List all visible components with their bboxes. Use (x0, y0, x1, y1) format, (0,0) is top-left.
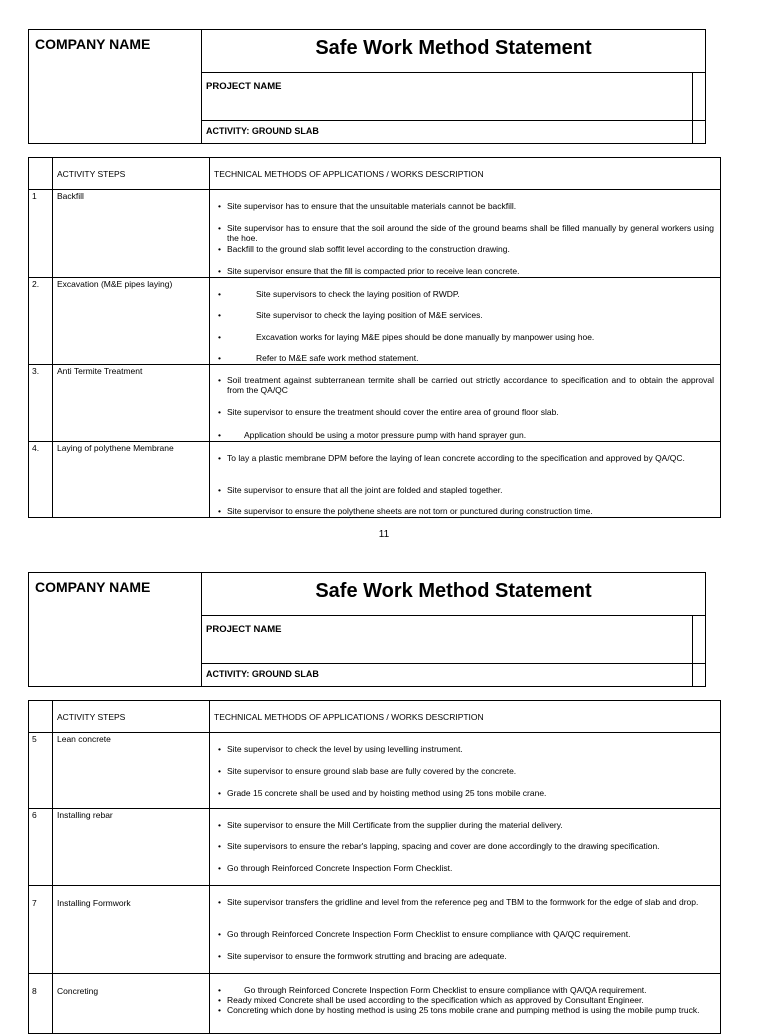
bullet-icon: • (218, 766, 221, 776)
bullet-icon: • (218, 353, 221, 363)
bullet-icon: • (218, 266, 221, 276)
company-name: COMPANY NAME (29, 30, 202, 143)
header-desc-cell: TECHNICAL METHODS OF APPLICATIONS / WORKS DESCRIPTION (210, 701, 721, 733)
bullet-icon: • (218, 929, 221, 939)
header-box-page2 (28, 572, 706, 687)
bullet-icon: • (218, 201, 221, 211)
bullet-icon: • (218, 897, 221, 907)
bullet-item: • Site supervisor ensure that the fill is compacted prior to receive lean concrete. (218, 266, 520, 276)
activity-label (202, 664, 705, 686)
bullet-icon: • (218, 863, 221, 873)
row-step: Concreting (53, 974, 210, 1034)
bullet-item: • Go through Reinforced Concrete Inspection Form Checklist to ensure compliance with QA/QA requirement. (218, 985, 647, 995)
bullet-item: • Site supervisor to check the laying position of M&E services. (218, 310, 483, 320)
activity-side-cell (692, 664, 705, 686)
row-step: Backfill (53, 190, 210, 278)
bullet-item: • Site supervisors to ensure the rebar's lapping, spacing and cover are done accordingly to the drawing specification. (218, 841, 660, 851)
activity-table-page1 (28, 157, 721, 518)
bullet-icon: • (218, 1005, 221, 1015)
activity-text: ACTIVITY: GROUND SLAB (206, 669, 319, 679)
bullet-item: • Site supervisors to check the laying position of RWDP. (218, 289, 460, 299)
project-name-label (202, 616, 705, 664)
bullet-item: • Ready mixed Concrete shall be used according to the specification which as approved by Consultant Engineer. (218, 995, 644, 1005)
bullet-icon: • (218, 289, 221, 299)
row-description (210, 278, 721, 365)
bullet-icon: • (218, 995, 221, 1005)
bullet-item: • Go through Reinforced Concrete Inspection Form Checklist to ensure compliance with QA/QC requirement. (218, 929, 631, 939)
bullet-item: • Site supervisor to check the level by using levelling instrument. (218, 744, 463, 754)
row-number: 1 (29, 190, 53, 278)
project-name-text: PROJECT NAME (206, 81, 282, 92)
bullet-item: • Go through Reinforced Concrete Inspection Form Checklist. (218, 863, 453, 873)
bullet-item: • Site supervisor has to ensure that the soil around the side of the ground beams shall be filled manually by general workers using the hoe. (218, 223, 714, 243)
table-row (29, 886, 721, 974)
bullet-item: • Site supervisor has to ensure that the unsuitable materials cannot be backfill. (218, 201, 517, 211)
project-name-label (202, 73, 705, 121)
header-desc-cell: TECHNICAL METHODS OF APPLICATIONS / WORKS DESCRIPTION (210, 158, 721, 190)
table-row (29, 809, 721, 886)
bullet-icon: • (218, 820, 221, 830)
bullet-icon: • (218, 985, 221, 995)
project-name-text: PROJECT NAME (206, 624, 282, 635)
header-steps-cell: ACTIVITY STEPS (53, 701, 210, 733)
bullet-item: • Backfill to the ground slab soffit level according to the construction drawing. (218, 244, 510, 254)
bullet-item: • Site supervisor to ensure the polythene sheets are not torn or punctured during construction time. (218, 506, 593, 516)
row-number: 6 (29, 809, 53, 886)
row-number: 7 (29, 886, 53, 974)
row-description (210, 809, 721, 886)
bullet-icon: • (218, 506, 221, 516)
company-name: COMPANY NAME (29, 573, 202, 686)
row-number: 2. (29, 278, 53, 365)
bullet-item: • Site supervisor to ensure that all the joint are folded and stapled together. (218, 485, 503, 495)
bullet-item: • Site supervisor transfers the gridline and level from the reference peg and TBM to the formwork for the edge of slab and drop. (218, 897, 699, 907)
table-row (29, 442, 721, 518)
bullet-icon: • (218, 244, 221, 254)
table-row (29, 190, 721, 278)
bullet-icon: • (218, 407, 221, 417)
row-description (210, 190, 721, 278)
header-steps-cell: ACTIVITY STEPS (53, 158, 210, 190)
bullet-icon: • (218, 310, 221, 320)
row-step: Anti Termite Treatment (53, 365, 210, 442)
table-row (29, 974, 721, 1034)
bullet-icon: • (218, 430, 221, 440)
activity-side-cell (692, 121, 705, 143)
document-title: Safe Work Method Statement (202, 30, 705, 73)
table-header-row (29, 701, 721, 733)
document-title: Safe Work Method Statement (202, 573, 705, 616)
row-step: Laying of polythene Membrane (53, 442, 210, 518)
bullet-icon: • (218, 744, 221, 754)
row-number: 3. (29, 365, 53, 442)
row-number: 5 (29, 733, 53, 809)
bullet-item: • Concreting which done by hosting method is using 25 tons mobile crane and pumping method is using the mobile pump truck. (218, 1005, 700, 1015)
bullet-item: • Site supervisor to ensure the treatment should cover the entire area of ground floor slab. (218, 407, 559, 417)
activity-table-page2 (28, 700, 721, 1034)
bullet-icon: • (218, 332, 221, 342)
bullet-icon: • (218, 841, 221, 851)
table-row (29, 365, 721, 442)
project-side-cell (692, 616, 705, 663)
bullet-icon: • (218, 951, 221, 961)
table-row (29, 278, 721, 365)
row-number: 4. (29, 442, 53, 518)
bullet-item: • To lay a plastic membrane DPM before the laying of lean concrete according to the specification and approved by QA/QC. (218, 453, 685, 463)
bullet-item: • Grade 15 concrete shall be used and by hoisting method using 25 tons mobile crane. (218, 788, 547, 798)
row-step: Excavation (M&E pipes laying) (53, 278, 210, 365)
activity-label (202, 121, 705, 143)
bullet-icon: • (218, 788, 221, 798)
row-description (210, 733, 721, 809)
bullet-item: • Site supervisor to ensure the Mill Certificate from the supplier during the material delivery. (218, 820, 563, 830)
table-header-row (29, 158, 721, 190)
activity-text: ACTIVITY: GROUND SLAB (206, 126, 319, 136)
bullet-icon: • (218, 375, 221, 385)
header-num-cell (29, 158, 53, 190)
row-step: Installing rebar (53, 809, 210, 886)
row-step: Lean concrete (53, 733, 210, 809)
bullet-icon: • (218, 223, 221, 233)
row-description (210, 886, 721, 974)
row-description (210, 442, 721, 518)
table-row (29, 733, 721, 809)
bullet-item: • Application should be using a motor pressure pump with hand sprayer gun. (218, 430, 527, 440)
page-number: 11 (378, 529, 390, 540)
bullet-item: • Refer to M&E safe work method statement. (218, 353, 419, 363)
row-description (210, 365, 721, 442)
bullet-item: • Excavation works for laying M&E pipes should be done manually by manpower using hoe. (218, 332, 595, 342)
bullet-icon: • (218, 453, 221, 463)
bullet-item: • Site supervisor to ensure the formwork strutting and bracing are adequate. (218, 951, 507, 961)
project-side-cell (692, 73, 705, 120)
header-box-page1 (28, 29, 706, 144)
header-num-cell (29, 701, 53, 733)
bullet-item: • Soil treatment against subterranean termite shall be carried out strictly accordance to specification and to obtain the approval from the QA/QC (218, 375, 714, 395)
bullet-item: • Site supervisor to ensure ground slab base are fully covered by the concrete. (218, 766, 517, 776)
row-step: Installing Formwork (53, 886, 210, 974)
bullet-icon: • (218, 485, 221, 495)
row-number: 8 (29, 974, 53, 1034)
row-description (210, 974, 721, 1034)
